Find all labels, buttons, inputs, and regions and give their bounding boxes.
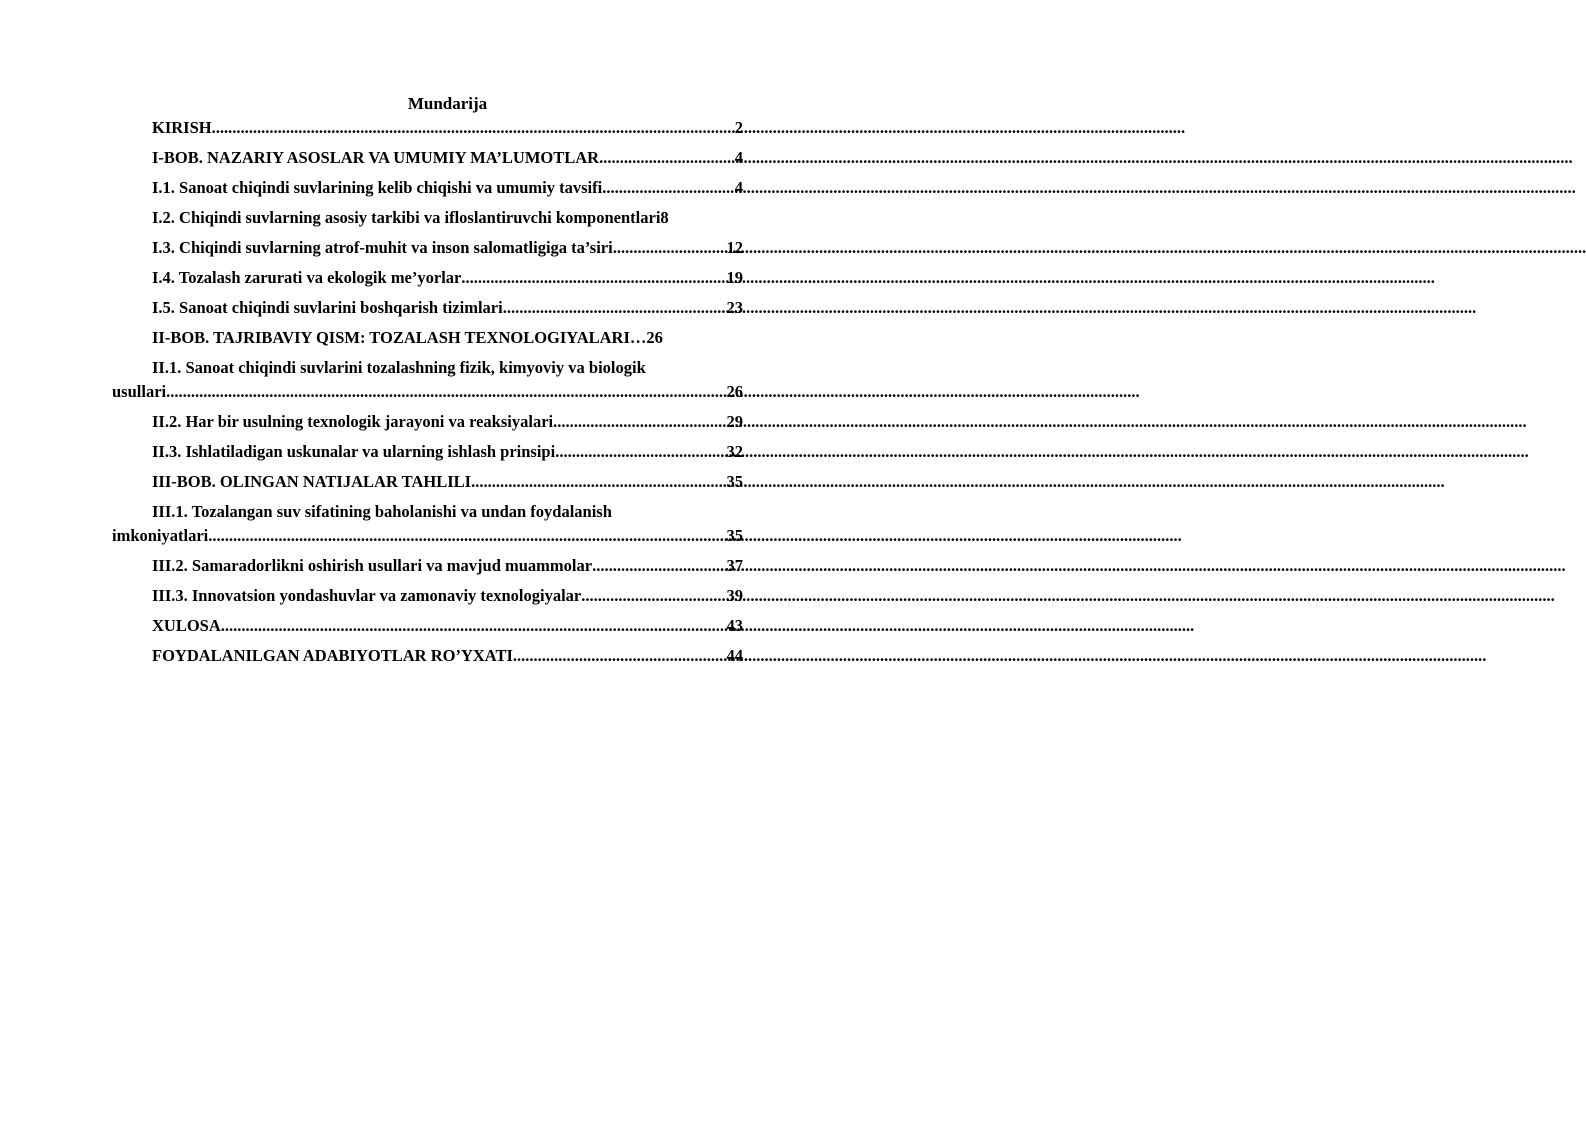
toc-title: Mundarija [407, 94, 488, 113]
toc-page-number: 26 [726, 382, 743, 401]
toc-leader-dots [208, 524, 726, 548]
toc-entry-text: I.2. Chiqindi suvlarning asosiy tarkibi va ifloslantiruvchi komponentlari [152, 208, 661, 227]
toc-entry-text: KIRISH [152, 118, 212, 137]
toc-leader-dots [221, 614, 727, 638]
toc-entry-text: XULOSA [152, 616, 221, 635]
toc-page-number: 2 [734, 118, 743, 137]
toc-entry-text: III.2. Samaradorlikni oshirish usullari va mavjud muammolar [152, 556, 593, 575]
toc-entry-2-1[interactable] [112, 356, 743, 404]
toc-entry-1-4[interactable] [112, 266, 743, 290]
toc-entry-text: II.1. Sanoat chiqindi suvlarini tozalashning fizik, kimyoviy va biologik [152, 358, 646, 377]
toc-entry-1-5[interactable] [112, 296, 743, 320]
toc-leader-dots [513, 644, 727, 668]
toc-entry-chapter-2[interactable] [112, 326, 743, 350]
toc-entry-3-3[interactable] [112, 584, 743, 608]
toc-leader-dots [471, 470, 726, 494]
toc-leader-dots [461, 266, 726, 290]
toc-entry-3-2[interactable] [112, 554, 743, 578]
toc-entry-kirish[interactable] [112, 116, 743, 140]
toc-entry-text: I.3. Chiqindi suvlarning atrof-muhit va inson salomatligiga ta’siri [152, 238, 613, 257]
toc-page-number: 35 [726, 472, 743, 491]
toc-entry-text: I.5. Sanoat chiqindi suvlarini boshqarish tizimlari [152, 298, 503, 317]
toc-leader-dots [212, 116, 735, 140]
toc-page-number: 26 [646, 328, 663, 347]
toc-entry-text: I-BOB. NAZARIY ASOSLAR VA UMUMIY MA’LUMOTLAR [152, 148, 600, 167]
toc-entry-text: III.1. Tozalangan suv sifatining baholanishi va undan foydalanish [152, 502, 612, 521]
toc-leader-dots [581, 584, 726, 608]
toc-page-number: 12 [726, 238, 743, 257]
toc-page-number: 29 [726, 412, 743, 431]
toc-page-number: 4 [734, 148, 743, 167]
toc-page-number: 4 [734, 178, 743, 197]
toc-leader-dots [166, 380, 726, 404]
table-of-contents [112, 92, 743, 668]
toc-entry-text: III-BOB. OLINGAN NATIJALAR TAHLILI [152, 472, 472, 491]
toc-entry-1-2[interactable] [112, 206, 743, 230]
toc-page-number: 37 [726, 556, 743, 575]
toc-entry-1-3[interactable] [112, 236, 743, 260]
toc-page-number: 23 [726, 298, 743, 317]
toc-leader-dots [592, 554, 726, 578]
toc-leader-dots [599, 146, 735, 170]
toc-page-number: 43 [726, 616, 743, 635]
toc-entry-text: I.4. Tozalash zarurati va ekologik me’yorlar [152, 268, 462, 287]
toc-entry-text: II.3. Ishlatiladigan uskunalar va ularning ishlash prinsipi [152, 442, 556, 461]
toc-entry-2-3[interactable] [112, 440, 743, 464]
toc-page-number: 35 [726, 526, 743, 545]
toc-entry-references[interactable] [112, 644, 743, 668]
toc-entry-text-continued: usullari [112, 382, 167, 401]
toc-entry-text: II.2. Har bir usulning texnologik jarayoni va reaksiyalari [152, 412, 554, 431]
toc-entry-text: I.1. Sanoat chiqindi suvlarining kelib chiqishi va umumiy tavsifi [152, 178, 603, 197]
toc-page-number: 8 [660, 208, 669, 227]
toc-entry-text: FOYDALANILGAN ADABIYOTLAR RO’YXATI [152, 646, 513, 665]
toc-entry-1-1[interactable] [112, 176, 743, 200]
toc-leader-dots [553, 410, 726, 434]
toc-leader-dots [503, 296, 727, 320]
toc-page-number: 32 [726, 442, 743, 461]
toc-leader-dots [602, 176, 735, 200]
toc-entry-text-continued: imkoniyatlari [112, 526, 209, 545]
toc-page-number: 39 [726, 586, 743, 605]
toc-entry-2-2[interactable] [112, 410, 743, 434]
toc-entry-xulosa[interactable] [112, 614, 743, 638]
toc-entry-chapter-1[interactable] [112, 146, 743, 170]
toc-entry-3-1[interactable] [112, 500, 743, 548]
toc-entry-text: III.3. Innovatsion yondashuvlar va zamonaviy texnologiyalar [152, 586, 582, 605]
toc-leader-dots [555, 440, 726, 464]
toc-page-number: 44 [726, 646, 743, 665]
toc-entry-chapter-3[interactable] [112, 470, 743, 494]
toc-leader-dots [613, 236, 727, 260]
toc-entry-text: II-BOB. TAJRIBAVIY QISM: TOZALASH TEXNOLOGIYALARI… [152, 328, 647, 347]
toc-page-number: 19 [726, 268, 743, 287]
